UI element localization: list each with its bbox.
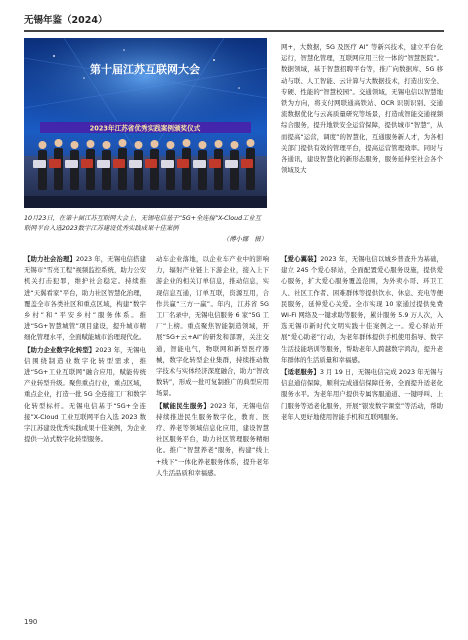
section-heading: 【赋能民生服务】 [156,401,211,410]
section-heading: 【适老服务】 [281,368,320,377]
stage-title: 第十届江苏互联网大会 [90,63,200,76]
paragraph: 【爱心翼装】2023 年，无锡电信以城乡普查升为基础，建立 245 个爱心驿站，全面配置爱心服务设施，提供爱心服务，扩大爱心服务覆盖范围，为外卖小哥、环卫工人、社区工作者、困难群体等提供饮水、休息、充电等便民服务，延伸爱心关爱。全市实现 10 家通过提供免费 Wi-Fi 网络及一键求助等服务，累计服务 5.9 万人次，入选无锡市新时代文明实践十佳案例之一。爱心驿站开展“爱心助老”行动，为老年群体提供手机使用指导、数字生活技能培训等服务，帮助老年人跨越数字鸿沟，提升老年群体的生活质量和幸福感。 [281,255,444,364]
photo-credit: （傅小娜 摄） [222,236,267,243]
right-column-top [281,42,443,176]
page-header: 无锡年鉴（2024） [24,15,108,26]
paragraph: 【赋能民生服务】2023 年，无锡电信持续推进民生服务数字化，教育、医疗、养老等领域信息化应用，建设智慧社区服务平台，助力社区管理服务精细化。推广“智慧养老”服务，构建“线上+线下”一体化养老服务体系，提升老年人生活品质和幸福感。 [156,401,270,477]
page-number: 190 [24,618,38,626]
section-heading: 【助力社会治理】 [24,255,76,263]
paragraph: 【助力社会治理】2023 年，无锡电信搭建无锡市“雪亮工程”视频监控系统，助力公安机关打击犯罪，维护社会稳定。持续推进“天翼看家”平台，助力社区智慧化治理，覆盖全市各类社区和重点区域，构建“数字乡村”和“平安乡村”服务体系。推进“5G+智慧城管”项目建设，提升城市精细化管理水平，全面赋能城市治理现代化。 [24,255,147,342]
paragraph: 【助力企业数字化转型】2023 年，无锡电信围绕制造业数字化转型需求，推进“5G+工业互联网”融合应用，赋能传统产业转型升级。聚焦重点行业，重点区域，重点企业，打造一批 5G 全连接工厂和数字化转型标杆。无锡电信基于“5G+全连接”X-Cloud 工业互联网平台入选 2023 数字江苏建设优秀实践成果十佳案例，为企业提供一站式数字化转型服务。 [24,345,146,444]
paragraph: 网+，大数据，5G 及医疗 AI” 等新兴技术，建立平台化运行，智慧化管理，互联网应用三位一体的“智慧医院”。数据领域，基于智慧招聘平台等，推广向数据库、5G 移动与联、人工智能、云计算与大数据技术，打造出安全、专硬、性能的“智慧校园”。交通领域，无锡电信以智慧地铁为方向，将支付网联通高铁站、OCR 识别识别、交通流数据优化与云高质量研究等场景，打造成智能交通视频综合服务，提升地铁安全运营保障，提供城市“智慧”，从而提高“运营，调度”的智慧化，互通服务新人才，为各相关部门提供有效的管理平台，提高运营管理效率。同时与各通讯，建设智慧化的新形态服务，服务延伸至社会各个领域及大 [281,43,443,175]
caption-text: 10月23日，在第十届江苏互联网大会上，无锡电信基于“5G+全连接”X-Cloud工业互联网平台入选2023数字江苏建设优秀实践成果十佳案例 [24,215,262,232]
stage-subtitle: 2023年江苏省优秀实践案例颁奖仪式 [89,124,201,133]
right-column-bottom [281,254,443,423]
left-column [24,254,146,445]
middle-column [156,254,269,479]
event-photo [24,38,267,208]
paragraph: 【适老服务】3 月 19 日，无锡电信完成 2023 年无锡与信息通信保障，顺利完成通信保障任务，全面提升适老化服务水平。为老年用户提供专属客服通道、一键呼叫、上门服务等适老化服务，开展“银发数字课堂”等活动，帮助老年人更好地使用智能手机和互联网服务。 [281,368,443,421]
paragraph: 动车企业落地，以企业车产业中的影响力，辐射产业链上下游企业，接入上下游企业的相关订单信息，推动信息，实现信息互通，订单互联，资源互用，合作共赢“三方一赢”。年内，江苏省 5G 工厂名录中，无锡电信服务 6 家“5G 工厂”上榜。重点聚焦智能制造领域，开展“5G+云+AI”的研发和部署，关注交通，智能电气，物联网和新型医疗器械，数字化转型企业集群，持续推动数字技术与实体经济深度融合，助力“智改数转”，形成一批可复制推广的典型应用场景。 [156,255,269,398]
section-heading: 【助力企业数字化转型】 [24,345,96,354]
header-rule [24,30,444,32]
photo-caption [24,214,267,245]
section-heading: 【爱心翼装】 [281,255,321,263]
